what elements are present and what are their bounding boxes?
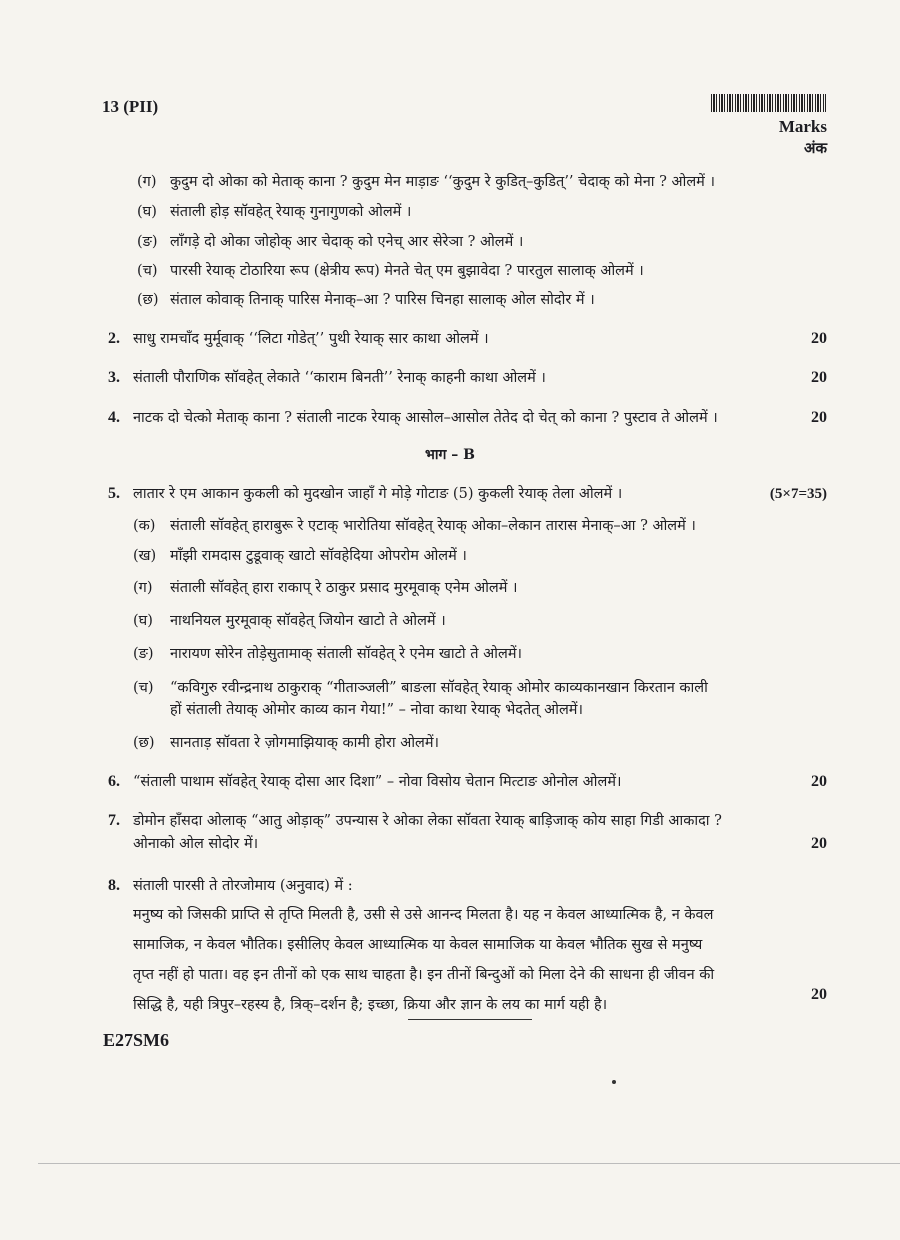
item-text: संताल कोवाक् तिनाक् पारिस मेनाक्–आ ? पारिस चिनहा सालाक् ओल सोदोर में । [170, 292, 595, 308]
item-label: (ङ) [137, 234, 158, 250]
item-text: संताली सॉवहेत् हाराबुरू रे एटाक् भारोतिया सॉवहेत् रेयाक् ओका–लेकान तारास मेनाक्–आ ? ओलमें । [170, 518, 696, 534]
passage-line: तृप्त नहीं हो पाता। वह इन तीनों को एक साथ चाहता है। इन तीनों बिन्दुओं को मिला देने की साधना ही जीवन की [133, 967, 715, 983]
item-text: पारसी रेयाक् टोठारिया रूप (क्षेत्रीय रूप) मेनते चेत् एम बुझावेदा ? पारतुल सालाक् ओलमें । [170, 263, 644, 279]
item-label: (छ) [137, 292, 159, 308]
scan-edge-line [38, 1163, 900, 1164]
question-text: संताली पारसी ते तोरजोमाय (अनुवाद) में : [133, 878, 353, 894]
speck [612, 1080, 616, 1084]
question-number: 5. [108, 485, 120, 502]
item-text: कुदुम दो ओका को मेताक् काना ? कुदुम मेन माड़ाङ ‘‘कुदुम रे कुडित्–कुडित्’’ चेदाक् को मेना ? ओलमें । [170, 174, 715, 190]
item-text: लाँगड़े दो ओका जोहोक् आर चेदाक् को एनेच् आर सेरेञा ? ओलमें । [170, 234, 524, 250]
passage-line: सिद्धि है, यही त्रिपुर–रहस्य है, त्रिक्–दर्शन है; इच्छा, क्रिया और ज्ञान के लय का मार्ग यही है। [133, 997, 608, 1013]
page-number: 13 (PII) [102, 97, 159, 116]
item-text: नारायण सोरेन तोड़ेसुतामाक् संताली सॉवहेत् रे एनेम खाटो ते ओलमें। [170, 646, 522, 662]
paper-code: E27SM6 [103, 1030, 170, 1050]
question-text: संताली पौराणिक सॉवहेत् लेकाते ‘‘काराम बिनती’’ रेनाक् काहनी काथा ओलमें । [133, 370, 546, 386]
item-label: (घ) [133, 613, 153, 629]
question-number: 2. [108, 330, 120, 347]
question-text: नाटक दो चेत्को मेताक् काना ? संताली नाटक रेयाक् आसोल–आसोल तेतेद दो चेत् को काना ? पुस्टाव ते ओलमें । [133, 410, 718, 426]
question-marks: 20 [811, 835, 827, 852]
question-marks: 20 [811, 409, 827, 426]
marks-heading-hi: अंक [804, 139, 827, 157]
question-text: “संताली पाथाम सॉवहेत् रेयाक् दोसा आर दिशा” – नोवा विसोय चेतान मित्टाङ ओनोल ओलमें। [133, 774, 622, 790]
question-text: डोमोन हाँसदा ओलाक् “आतु ओड़ाक्” उपन्यास रे ओका लेका सॉवता रेयाक् बाड़िजाक् कोय साहा गिडी आकादा ? [133, 813, 722, 829]
item-label: (ख) [133, 548, 157, 564]
question-number: 3. [108, 369, 120, 386]
item-text: संताली सॉवहेत् हारा राकाप् रे ठाकुर प्रसाद मुरमूवाक् एनेम ओलमें । [170, 580, 518, 596]
item-text: सानताड़ सॉवता रे ज़ोगमाझियाक् कामी होरा ओलमें। [170, 735, 440, 751]
item-label: (ग) [137, 174, 157, 190]
marks-heading-en: Marks [778, 117, 827, 136]
question-number: 4. [108, 409, 120, 426]
divider [408, 1019, 532, 1020]
passage-line: सामाजिक, न केवल भौतिक। इसीलिए केवल आध्यात्मिक या केवल सामाजिक या केवल भौतिक सुख से मनुष्य [133, 937, 703, 953]
item-label: (घ) [137, 204, 157, 220]
translation-passage [133, 900, 853, 1020]
item-text: हों संताली तेयाक् ओमोर काव्य कान गेया!” – नोवा काथा रेयाक् भेदतेत् ओलमें। [170, 702, 583, 718]
item-text: “कविगुरु रवीन्द्रनाथ ठाकुराक् “गीताञ्जली” बाङला सॉवहेत् रेयाक् ओमोर काव्यकानखान किरतान काली [170, 680, 708, 696]
item-label: (च) [133, 680, 154, 696]
question-text: साधु रामचाँद मुर्मूवाक् ‘‘लिटा गोडेत्’’ पुथी रेयाक् सार काथा ओलमें । [133, 331, 489, 347]
item-label: (च) [137, 263, 158, 279]
barcode [711, 94, 826, 112]
item-text: नाथनियल मुरमूवाक् सॉवहेत् जियोन खाटो ते ओलमें । [170, 613, 446, 629]
question-number: 7. [108, 812, 120, 829]
item-label: (क) [133, 518, 156, 534]
question-number: 6. [108, 773, 120, 790]
question-marks: (5×7=35) [769, 486, 827, 502]
question-text: लातार रे एम आकान कुकली को मुदखोन जाहाँ गे मोड़े गोटाङ (5) कुकली रेयाक् तेला ओलमें । [133, 486, 623, 502]
question-marks: 20 [811, 773, 827, 790]
question-marks: 20 [811, 330, 827, 347]
question-text: ओनाको ओल सोदोर में। [133, 836, 259, 852]
item-text: माँझी रामदास टुडूवाक् खाटो सॉवहेदिया ओपरोम ओलमें । [170, 548, 467, 564]
section-heading: भाग – B [425, 447, 475, 463]
question-marks: 20 [811, 986, 827, 1003]
question-number: 8. [108, 877, 120, 894]
item-label: (ङ) [133, 646, 154, 662]
passage-line: मनुष्य को जिसकी प्राप्ति से तृप्ति मिलती है, उसी से उसे आनन्द मिलता है। यह न केवल आध्यात्मिक है, न केवल [133, 907, 714, 923]
item-label: (ग) [133, 580, 153, 596]
question-marks: 20 [811, 369, 827, 386]
item-text: संताली होड़ सॉवहेत् रेयाक् गुनागुणको ओलमें । [170, 204, 412, 220]
item-label: (छ) [133, 735, 155, 751]
